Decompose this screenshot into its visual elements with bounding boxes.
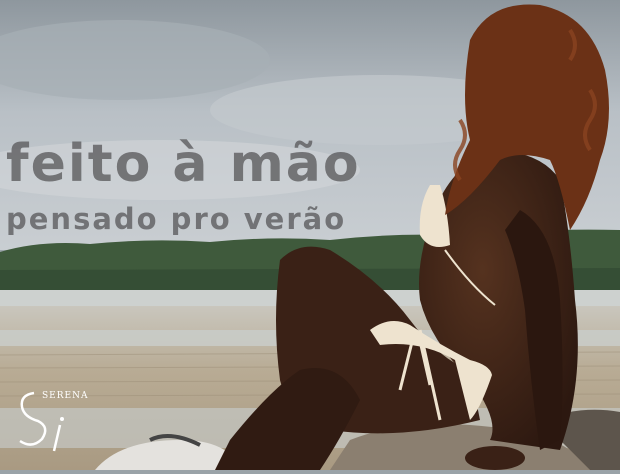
headline-text: feito à mão [6, 134, 361, 194]
hand [465, 446, 525, 470]
brand-wordmark: SERENA [42, 391, 89, 401]
brand-logo [12, 385, 89, 455]
subline-text: pensado pro verão [6, 202, 347, 236]
